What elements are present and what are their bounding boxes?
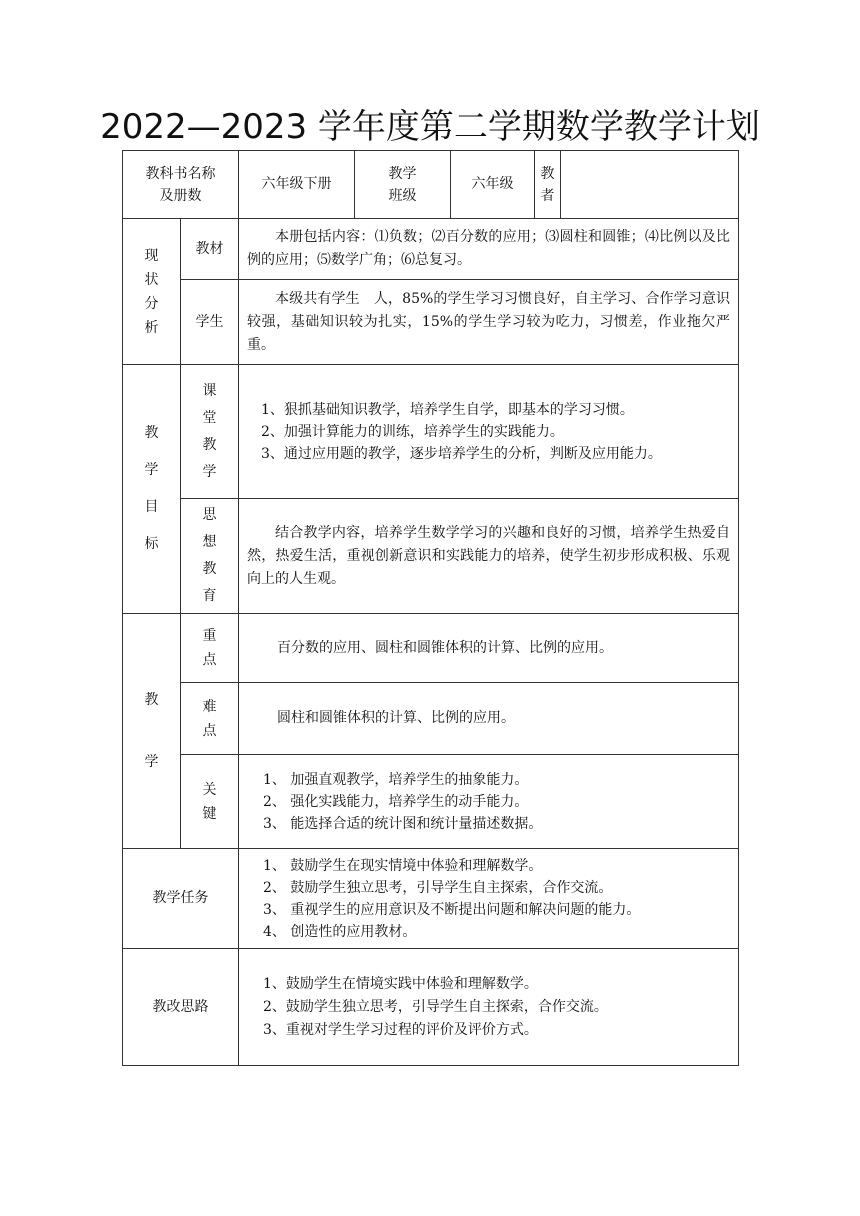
reform-label: 教改思路: [123, 949, 239, 1066]
tasks-row: [123, 849, 739, 949]
moral-content-cell: [239, 499, 739, 614]
difficult-label-cell: [181, 683, 239, 755]
teacher-value: [561, 151, 739, 219]
tasks-label: 教学任务: [123, 849, 239, 949]
status-label: 现状分析: [144, 247, 159, 336]
moral-text: 结合教学内容，培养学生数学学习的兴趣和良好的习惯，培养学生热爱自然，热爱生活，重视创新意识和实践能力的培养，使学生初步形成积极、乐观向上的人生观。: [247, 524, 730, 587]
crucial-content-cell: [239, 755, 739, 849]
teaching-label: 教学: [144, 692, 159, 770]
difficult-label: 难点: [202, 698, 217, 739]
goals-classroom-row: [123, 365, 739, 499]
students-label: 学生: [181, 280, 239, 365]
list-item: 3、 重视学生的应用意识及不断提出问题和解决问题的能力。: [263, 901, 641, 918]
status-textbook-row: [123, 219, 739, 280]
key-text: 百分数的应用、圆柱和圆锥体积的计算、比例的应用。: [277, 639, 613, 656]
classroom-label-cell: [181, 365, 239, 499]
list-item: 3、通过应用题的教学，逐步培养学生的分析，判断及应用能力。: [261, 445, 662, 462]
teaching-key-row: [123, 614, 739, 683]
class-label-cell: [355, 151, 451, 219]
moral-label-cell: [181, 499, 239, 614]
difficult-text: 圆柱和圆锥体积的计算、比例的应用。: [277, 710, 515, 726]
list-item: 2、加强计算能力的训练，培养学生的实践能力。: [261, 423, 564, 440]
status-label-cell: [123, 219, 181, 365]
list-item: 4、 创造性的应用教材。: [263, 923, 417, 940]
key-content-cell: [239, 614, 739, 683]
book-value: 六年级下册: [239, 151, 355, 219]
header-row: [123, 151, 739, 219]
textbook-label: 教材: [181, 219, 239, 280]
goals-moral-row: [123, 499, 739, 614]
list-item: 1、 鼓励学生在现实情境中体验和理解数学。: [263, 857, 543, 874]
textbook-content-cell: [239, 219, 739, 280]
reform-row: [123, 949, 739, 1066]
plan-table: [122, 150, 739, 1066]
students-content-cell: [239, 280, 739, 365]
teacher-label-cell: [535, 151, 561, 219]
page-title: 2022—2023 学年度第二学期数学教学计划: [100, 107, 760, 147]
teaching-label-cell: [123, 614, 181, 849]
classroom-content-cell: [239, 365, 739, 499]
moral-label: 思想教育: [202, 507, 217, 604]
difficult-content-cell: [239, 683, 739, 755]
teacher-label: 教者: [540, 165, 555, 204]
tasks-list: [239, 851, 738, 947]
crucial-label-cell: [181, 755, 239, 849]
textbook-text: 本册包括内容：⑴负数；⑵百分数的应用；⑶圆柱和圆锥；⑷比例以及比例的应用；⑸数学广角；⑹总复习。: [247, 229, 730, 268]
list-item: 2、 强化实践能力，培养学生的动手能力。: [263, 793, 529, 810]
class-label: 教学班级: [388, 165, 417, 204]
teaching-difficult-row: [123, 683, 739, 755]
goals-label-cell: [123, 365, 181, 614]
book-label-cell: [123, 151, 239, 219]
classroom-label: 课堂教学: [202, 382, 217, 480]
key-label-cell: [181, 614, 239, 683]
book-label: 教科书名称及册数: [145, 165, 216, 204]
list-item: 3、重视对学生学习过程的评价及评价方式。: [263, 1021, 538, 1038]
reform-content-cell: [239, 949, 739, 1066]
key-label: 重点: [202, 628, 217, 668]
reform-list: [239, 969, 738, 1046]
classroom-list: [239, 395, 738, 469]
list-item: 1、狠抓基础知识教学，培养学生自学，即基本的学习习惯。: [261, 401, 634, 418]
list-item: 3、 能选择合适的统计图和统计量描述数据。: [263, 815, 543, 832]
list-item: 2、鼓励学生独立思考，引导学生自主探索，合作交流。: [263, 998, 608, 1015]
list-item: 1、 加强直观教学，培养学生的抽象能力。: [263, 771, 529, 788]
status-students-row: [123, 280, 739, 365]
crucial-list: [239, 765, 738, 839]
tasks-content-cell: [239, 849, 739, 949]
class-value: 六年级: [451, 151, 535, 219]
goals-label: 教学目标: [144, 425, 159, 552]
teaching-crucial-row: [123, 755, 739, 849]
students-text: 本级共有学生 人，85%的学生学习习惯良好，自主学习、合作学习意识较强，基础知识较为扎实，15%的学生学习较为吃力，习惯差，作业拖欠严重。: [247, 290, 730, 353]
list-item: 2、 鼓励学生独立思考，引导学生自主探索，合作交流。: [263, 879, 613, 896]
list-item: 1、鼓励学生在情境实践中体验和理解数学。: [263, 975, 538, 992]
crucial-label: 关键: [202, 781, 217, 822]
